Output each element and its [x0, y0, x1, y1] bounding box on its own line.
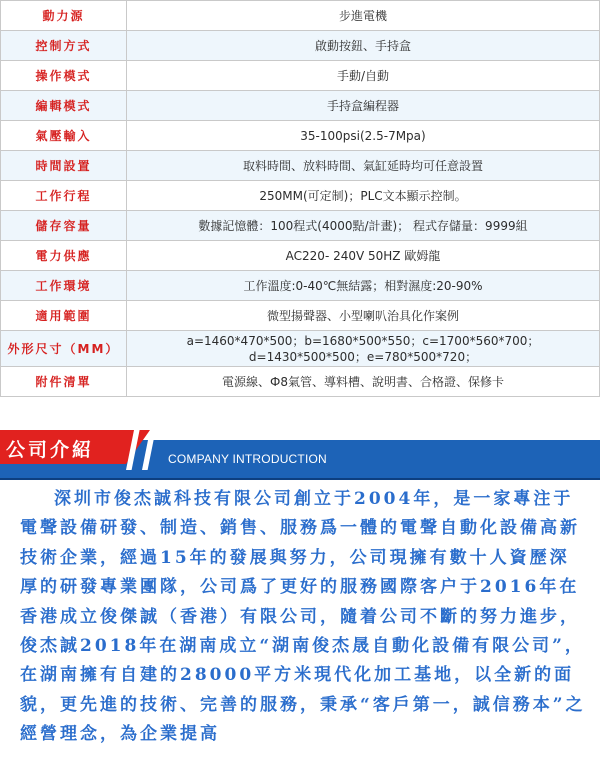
- spec-row: [1, 1, 600, 31]
- spec-value: 數據記憶體：100程式(4000點/計畫)； 程式存儲量：9999組: [127, 211, 600, 241]
- spec-value: AC220- 240V 50HZ 歐姆龍: [127, 241, 600, 271]
- spec-value: 手持盒編程器: [127, 91, 600, 121]
- spec-table-body: [1, 1, 600, 397]
- section-subtitle: COMPANY INTRODUCTION: [168, 452, 327, 466]
- spec-value: 手動/自動: [127, 61, 600, 91]
- spec-row: [1, 241, 600, 271]
- spec-label: 控制方式: [1, 31, 127, 61]
- spec-label: 附件清單: [1, 367, 127, 397]
- spec-label: 工作行程: [1, 181, 127, 211]
- spec-label: 工作環境: [1, 271, 127, 301]
- spec-row: [1, 61, 600, 91]
- spec-value: 35-100psi(2.5-7Mpa): [127, 121, 600, 151]
- spec-row: [1, 367, 600, 397]
- section-title: 公司介紹: [6, 439, 95, 461]
- spec-row: [1, 301, 600, 331]
- spec-label: 動力源: [1, 1, 127, 31]
- spec-row: [1, 151, 600, 181]
- spec-label: 編輯模式: [1, 91, 127, 121]
- spec-value: 電源線、Ф8氣管、導料槽、說明書、合格證、保修卡: [127, 367, 600, 397]
- spec-row: [1, 121, 600, 151]
- spec-label: 電力供應: [1, 241, 127, 271]
- spec-row: [1, 181, 600, 211]
- spec-row: [1, 91, 600, 121]
- spec-label: 氣壓輸入: [1, 121, 127, 151]
- spec-label: 儲存容量: [1, 211, 127, 241]
- spec-row: [1, 331, 600, 367]
- spec-row: [1, 211, 600, 241]
- company-intro-paragraph: 深圳市俊杰誠科技有限公司創立于2004年，是一家專注于電聲設備研發、制造、銷售、服務爲一體的電聲自動化設備高新技術企業，經過15年的發展與努力，公司現擁有數十人資歷深厚的研發專業團隊，公司爲了更好的服務國際客户于2016年在香港成立俊傑誠（香港）有限公司，隨着公司不斷的努力進步，俊杰誠2018年在湖南成立“湖南俊杰晟自動化設備有限公司”，在湖南擁有自建的28000平方米現代化加工基地，以全新的面貌，更先進的技術、完善的服務，秉承“客戶第一，誠信務本”之經營理念，為企業提高: [20, 489, 586, 745]
- spec-label: 操作模式: [1, 61, 127, 91]
- spec-label: 適用範圍: [1, 301, 127, 331]
- header-divider: [0, 478, 600, 480]
- spec-value: 啟動按鈕、手持盒: [127, 31, 600, 61]
- spec-value: 微型揚聲器、小型喇叭治具化作案例: [127, 301, 600, 331]
- company-intro-header: [0, 428, 600, 480]
- spec-value: 步進電機: [127, 1, 600, 31]
- spec-label: 外形尺寸（MM）: [1, 331, 127, 367]
- spec-label: 時間設置: [1, 151, 127, 181]
- spec-value: a=1460*470*500；b=1680*500*550；c=1700*560*700；d=1430*500*500；e=780*500*720；: [127, 331, 600, 367]
- spec-value: 工作溫度:0-40℃無結露；相對濕度:20-90%: [127, 271, 600, 301]
- spec-value: 取料時間、放料時間、氣缸延時均可任意設置: [127, 151, 600, 181]
- spec-row: [1, 31, 600, 61]
- spec-row: [1, 271, 600, 301]
- spec-value: 250MM(可定制)；PLC文本顯示控制。: [127, 181, 600, 211]
